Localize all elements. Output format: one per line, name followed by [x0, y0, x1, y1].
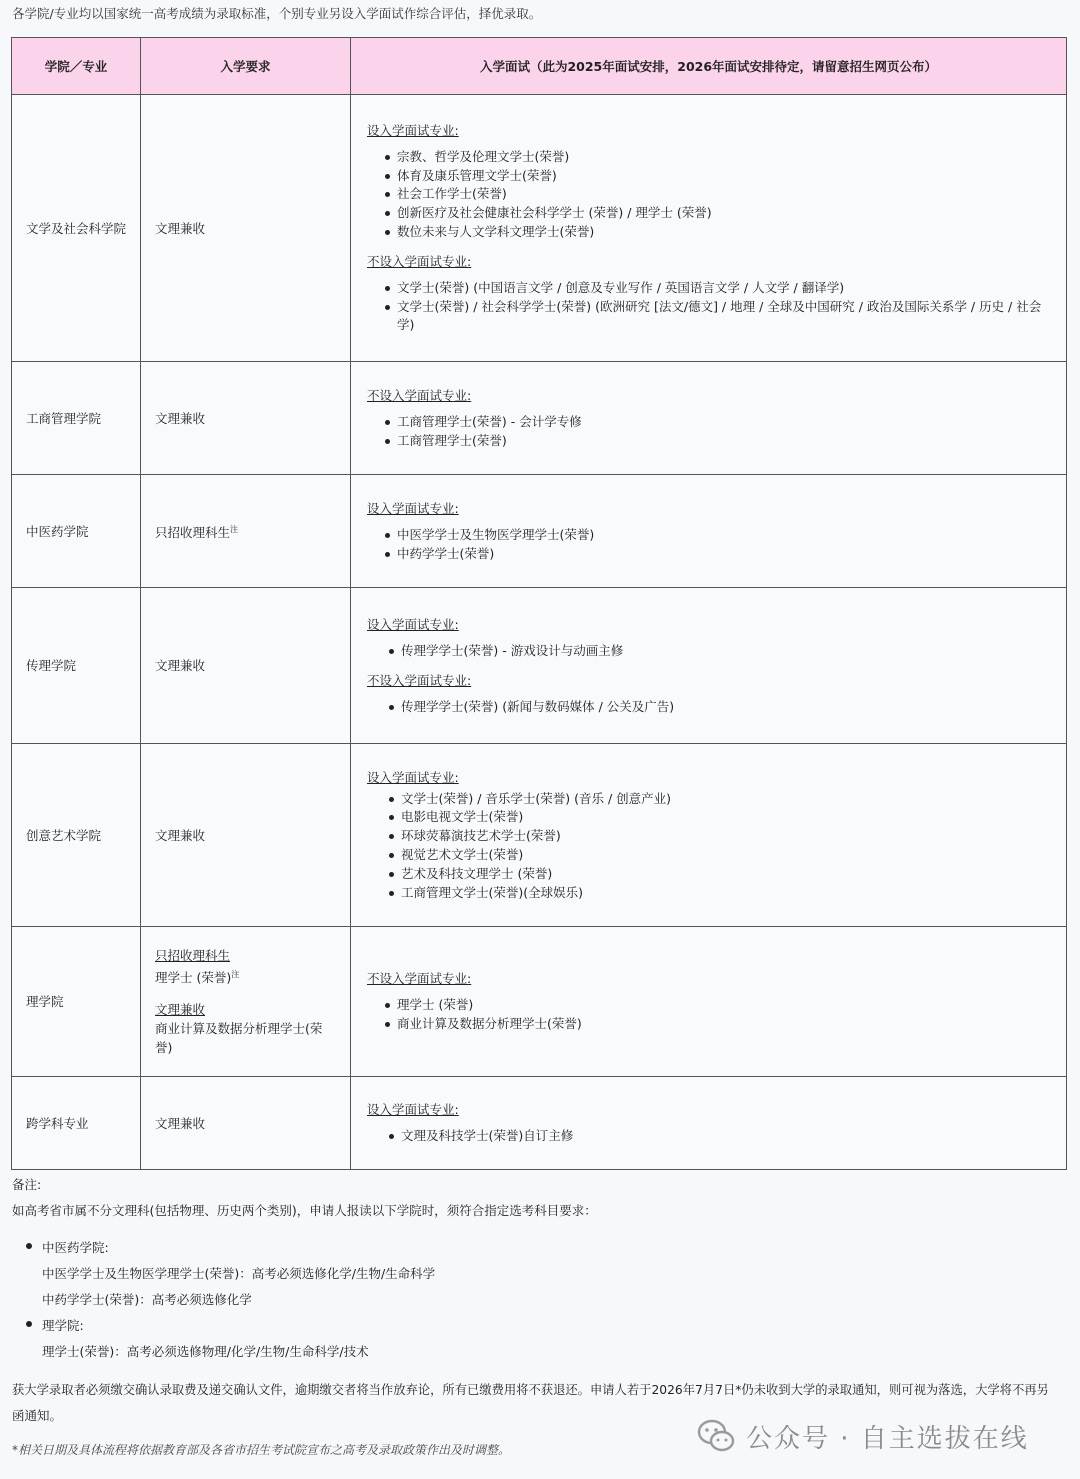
- header-school: 学院／专业: [12, 38, 141, 95]
- bullet-icon: [26, 1321, 32, 1327]
- table-row: [12, 95, 1067, 362]
- notes-line: 中药学学士(荣誉)：高考必须选修化学: [42, 1292, 252, 1307]
- header-requirement: 入学要求: [141, 38, 351, 95]
- section-title: 设入学面试专业:: [367, 1102, 459, 1118]
- list-item: 工商管理文学士(荣誉)(全球娱乐): [401, 884, 1050, 903]
- requirement: 文理兼收: [141, 744, 351, 927]
- major-list: [367, 790, 1050, 903]
- list-item: 艺术及科技文理学士 (荣誉): [401, 865, 1050, 884]
- list-item: 数位未来与人文学科文理学士(荣誉): [397, 223, 1050, 242]
- major-list: [367, 1127, 1050, 1146]
- section-title: 设入学面试专业:: [367, 769, 459, 785]
- list-item: 宗教、哲学及伦理文学士(荣誉): [397, 148, 1050, 167]
- requirement: 文理兼收: [141, 362, 351, 475]
- requirement-text: 只招收理科生: [155, 525, 231, 541]
- school-name: 中医药学院: [12, 475, 141, 588]
- table-header-row: [12, 38, 1067, 95]
- list-item: 体育及康乐管理文学士(荣誉): [397, 167, 1050, 186]
- requirement: 文理兼收: [141, 588, 351, 744]
- list-item: 文学士(荣誉) / 社会科学学士(荣誉) (欧洲研究 [法文/德文] / 地理 / 全球及中国研究 / 政治及国际关系学 / 历史 / 社会学): [397, 298, 1050, 336]
- list-item: 工商管理学士(荣誉): [397, 432, 1050, 451]
- list-item: 工商管理学士(荣誉) - 会计学专修: [397, 413, 1050, 432]
- interview-detail: [351, 362, 1067, 475]
- list-item: 环球荧幕演技艺术学士(荣誉): [401, 827, 1050, 846]
- major-list: [367, 148, 1050, 242]
- table-row: [12, 588, 1067, 744]
- bullet-icon: [26, 1243, 32, 1249]
- note-marker: 注: [231, 970, 240, 980]
- section-title: 不设入学面试专业:: [367, 672, 472, 688]
- table-row: [12, 927, 1067, 1077]
- notes-line: 理学士(荣誉)：高考必须选修物理/化学/生物/生命科学/技术: [42, 1344, 369, 1359]
- list-item: 创新医疗及社会健康社会科学学士 (荣誉) / 理学士 (荣誉): [397, 204, 1050, 223]
- interview-detail: [351, 475, 1067, 588]
- wechat-icon: [696, 1416, 736, 1456]
- school-name: 工商管理学院: [12, 362, 141, 475]
- major-list: [367, 279, 1050, 335]
- notes-line: 中医学学士及生物医学理学士(荣誉)：高考必须选修化学/生物/生命科学: [42, 1266, 436, 1281]
- list-item: 传理学学士(荣誉) (新闻与数码媒体 / 公关及广告): [401, 698, 1050, 717]
- major-list: [367, 413, 1050, 451]
- interview-detail: [351, 1077, 1067, 1170]
- list-item: 视觉艺术文学士(荣誉): [401, 846, 1050, 865]
- requirement: 文理兼收: [141, 1077, 351, 1170]
- list-item: 商业计算及数据分析理学士(荣誉): [397, 1015, 1050, 1034]
- section-title: 不设入学面试专业:: [367, 387, 472, 403]
- list-item: 电影电视文学士(荣誉): [401, 808, 1050, 827]
- interview-detail: [351, 927, 1067, 1077]
- header-interview: 入学面试（此为2025年面试安排，2026年面试安排待定，请留意招生网页公布）: [351, 38, 1067, 95]
- list-item: 传理学学士(荣誉) - 游戏设计与动画主修: [401, 642, 1050, 661]
- major-list: [367, 642, 1050, 661]
- requirement-text: 商业计算及数据分析理学士(荣誉): [155, 1020, 323, 1055]
- list-item: 中医学学士及生物医学理学士(荣誉): [397, 526, 1050, 545]
- note-marker: 注: [230, 524, 239, 534]
- notes-tcm-title: 中医药学院:: [42, 1240, 109, 1255]
- section-title: 不设入学面试专业:: [367, 253, 472, 269]
- notes-paragraph: 函通知。: [12, 1408, 63, 1423]
- list-item: 文学士(荣誉) / 音乐学士(荣誉) (音乐 / 创意产业): [401, 790, 1050, 809]
- section-title: 设入学面试专业:: [367, 122, 459, 138]
- notes-sci-title: 理学院:: [42, 1318, 84, 1333]
- interview-detail: [351, 744, 1067, 927]
- school-name: 跨学科专业: [12, 1077, 141, 1170]
- footnote: *相关日期及具体流程将依据教育部及各省市招生考试院宣布之高考及录取政策作出及时调整。: [12, 1443, 511, 1457]
- admission-table: [11, 37, 1067, 1170]
- school-name: 传理学院: [12, 588, 141, 744]
- major-list: [367, 698, 1050, 717]
- requirement-group-title: 文理兼收: [155, 1001, 206, 1017]
- notes-line: 如高考省市属不分文理科(包括物理、历史两个类别)，申请人报读以下学院时，须符合指定选考科目要求：: [12, 1203, 597, 1218]
- list-item: 文学士(荣誉) (中国语言文学 / 创意及专业写作 / 英国语言文学 / 人文学 / 翻译学): [397, 279, 1050, 298]
- interview-detail: [351, 588, 1067, 744]
- requirement-text: 理学士 (荣誉): [155, 970, 232, 986]
- school-name: 创意艺术学院: [12, 744, 141, 927]
- table-row: [12, 1077, 1067, 1170]
- major-list: [367, 996, 1050, 1034]
- list-item: 中药学学士(荣誉): [397, 545, 1050, 564]
- requirement: [141, 475, 351, 588]
- major-list: [367, 526, 1050, 564]
- school-name: 文学及社会科学院: [12, 95, 141, 362]
- intro-text: 各学院/专业均以国家统一高考成绩为录取标准，个别专业另设入学面试作综合评估，择优录取。: [12, 6, 542, 21]
- table-row: [12, 362, 1067, 475]
- section-title: 不设入学面试专业:: [367, 971, 472, 987]
- requirement: [141, 927, 351, 1077]
- section-title: 设入学面试专业:: [367, 500, 459, 516]
- interview-detail: [351, 95, 1067, 362]
- requirement-group-title: 只招收理科生: [155, 948, 231, 964]
- list-item: 理学士 (荣誉): [397, 996, 1050, 1015]
- school-name: 理学院: [12, 927, 141, 1077]
- notes-title: 备注:: [12, 1177, 42, 1192]
- section-title: 设入学面试专业:: [367, 616, 459, 632]
- requirement: 文理兼收: [141, 95, 351, 362]
- list-item: 社会工作学士(荣誉): [397, 185, 1050, 204]
- list-item: 文理及科技学士(荣誉)自订主修: [401, 1127, 1050, 1146]
- table-row: [12, 744, 1067, 927]
- watermark: [696, 1416, 1029, 1456]
- table-row: [12, 475, 1067, 588]
- watermark-text: 公众号 · 自主选拔在线: [746, 1423, 1029, 1454]
- notes-paragraph: 获大学录取者必须缴交确认录取费及递交确认文件，逾期缴交者将当作放弃论，所有已缴费用将不获退还。申请人若于2026年7月7日*仍未收到大学的录取通知，则可视为落选，大学将不再另: [12, 1383, 1049, 1397]
